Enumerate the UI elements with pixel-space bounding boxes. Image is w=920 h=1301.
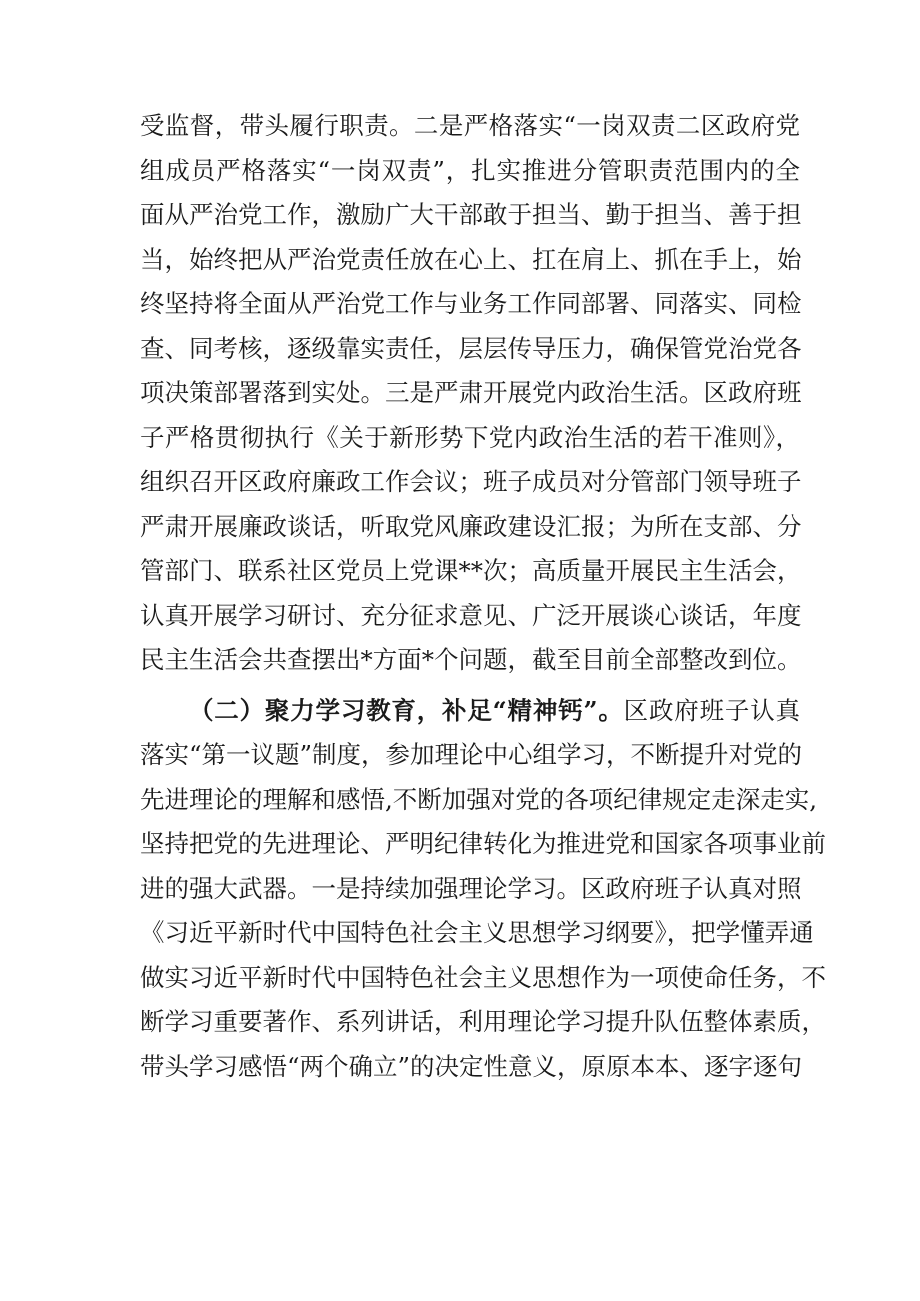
text-line: 子严格贯彻执行《关于新形势下党内政治生活的若干准则》， bbox=[140, 422, 800, 452]
text-line: 坚持把党的先进理论、严明纪律转化为推进党和国家各项事业前 bbox=[140, 829, 826, 858]
text-line: 认真开展学习研讨、充分征求意见、广泛开展谈心谈话，年度 bbox=[140, 600, 802, 630]
text-line: 终坚持将全面从严治党工作与业务工作同部署、同落实、同检 bbox=[140, 289, 802, 318]
section-heading-line bbox=[140, 689, 800, 734]
text-line: 项决策部署落到实处。三是严肃开展党内政治生活。区政府班 bbox=[140, 378, 802, 407]
text-line: 落实“第一议题”制度，参加理论中心组学习，不断提升对党的 bbox=[140, 740, 803, 769]
document-body bbox=[140, 104, 826, 1089]
text-line: 组成员严格落实“一岗双责”，扎实推进分管职责范围内的全 bbox=[140, 155, 800, 185]
text-line: 严肃开展廉政谈话，听取党风廉政建设汇报；为所在支部、分 bbox=[140, 511, 802, 541]
text-line: 民主生活会共查摆出*方面*个问题，截至目前全部整改到位。 bbox=[140, 645, 802, 674]
text-line: 《习近平新时代中国特色社会主义思想学习纲要》，把学懂弄通 bbox=[140, 918, 814, 947]
text-line: 管部门、联系社区党员上党课**次；高质量开展民主生活会， bbox=[140, 556, 802, 585]
text-line: 查、同考核，逐级靠实责任，层层传导压力，确保管党治党各 bbox=[140, 333, 802, 363]
text-line: 进的强大武器。一是持续加强理论学习。区政府班子认真对照 bbox=[140, 873, 802, 903]
heading-line-text: 区政府班子认真 bbox=[623, 695, 800, 725]
text-line: 做实习近平新时代中国特色社会主义思想作为一项使命任务，不 bbox=[140, 962, 826, 992]
text-line: 先进理论的理解和感悟,不断加强对党的各项纪律规定走深走实, bbox=[140, 784, 818, 814]
text-line: 组织召开区政府廉政工作会议；班子成员对分管部门领导班子 bbox=[140, 467, 802, 496]
text-line: 当，始终把从严治党责任放在心上、扛在肩上、抓在手上，始 bbox=[140, 244, 802, 274]
paragraph-party-discipline bbox=[140, 104, 800, 683]
section-heading: （二）聚力学习教育，补足“精神钙”。 bbox=[189, 695, 624, 725]
text-line: 面从严治党工作，激励广大干部敢于担当、勤于担当、善于担 bbox=[140, 200, 802, 229]
text-line: 受监督，带头履行职责。二是严格落实“一岗双责二区政府党 bbox=[140, 111, 800, 140]
paragraph-study-education bbox=[140, 689, 826, 1090]
text-line: 断学习重要著作、系列讲话，利用理论学习提升队伍整体素质， bbox=[140, 1007, 826, 1036]
text-line: 带头学习感悟“两个确立”的决定性意义，原原本本、逐字逐句 bbox=[140, 1051, 803, 1081]
